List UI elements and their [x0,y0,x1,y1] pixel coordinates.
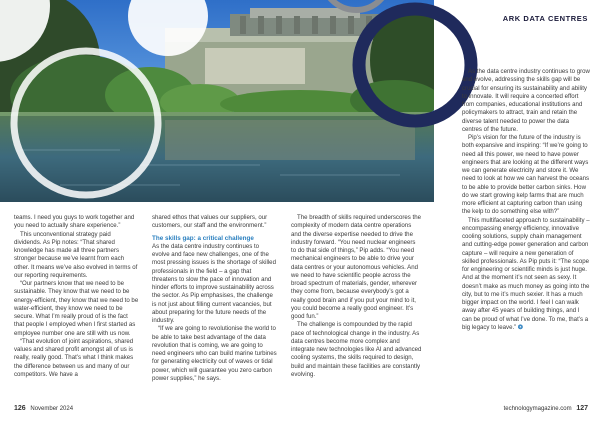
paragraph: This unconventional strategy paid dividends. As Pip notes: “That shared knowledge has made all three partners stronger because we’ve learnt from each other. It means we’ve also evolved in terms of our reporting requirements. [14,230,138,279]
article-column-4 [462,68,590,332]
paragraph-text: This multifaceted approach to sustainability – encompassing energy efficiency, innovative cooling solutions, supply chain management and cutting-edge power generation and carbon capture – will require a new generation of skilled professionals. As Pip puts it: “The scope for engineering or scientific minds is just huge. And at the moment it’s not seen as sexy. It doesn’t make as much money as going into the city, but to me it’s much sexier. It has a much bigger impact on the world. I feel I can walk away after 45 years of building things, and I can be proud of what I’ve done. To me, that’s a big legacy to leave.” [462,216,590,331]
paragraph: “That evolution of joint aspirations, shared values and shared profit amongst all of us is really, really good. That’s what I think makes the difference between us and many of our competitors. We have a [14,337,134,378]
article-column-1 [14,214,139,379]
paragraph: “If we are going to revolutionise the world to be able to take best advantage of the data revolution that is coming, we are going to need engineers who can build marine turbines for generating electricity out of waves or tidal power, which will guarantee you zero carbon power supplies,” he says. [152,325,277,382]
page-number-right: 127 [576,405,588,412]
footer-left [14,405,73,412]
paragraph: The breadth of skills required underscores the complexity of modern data centre operations and the diverse expertise needed to drive the industry forward. “You need nuclear engineers to do that side of things,” Pip adds. “You need mechanical engineers to be able to drive your data centres or your autonomous vehicles. And we need to have scientific people across the broad spectrum of materials, gender, wherever they come from, because everybody’s got a really good brain and if you put your mind to it, you could become a really good engineer. It’s good fun.” [291,214,421,320]
paragraph: The challenge is compounded by the rapid pace of technological change in the industry. As data centres become more complex and integrate new technologies like AI and advanced cooling systems, the skills required to design, build and maintain these facilities are constantly evolving. [291,321,422,378]
paragraph: As the data centre industry continues to grow and evolve, addressing the skills gap will be crucial for ensuring its sustainability and ability to innovate. It will require a concerted effort from companies, educational institutions and policymakers to attract, train and retain the diverse talent needed to power the data centres of the future. [462,68,590,133]
paragraph: “Our partners know that we need to be sustainable. They know that we need to be energy-efficient, they know that we need to be water-efficient, they know we need to be secure. What I’m really proud of is the fact that people I employed when I first started as employee number one are still with us now. [14,280,139,337]
issue-date: November 2024 [30,406,74,412]
article-column-3 [291,214,422,379]
section-tag: ARK DATA CENTRES [502,14,588,23]
footer-right [504,405,588,412]
paragraph: As the data centre industry continues to evolve and face new challenges, one of the most pressing issues is the shortage of skilled professionals in the field – a gap that threatens to slow the pace of innovation and hinder efforts to improve sustainability across the sector. As Pip emphasises, the challenge is not just about filling current vacancies, but about preparing for the future needs of the industry. [152,242,276,324]
data-centre-illustration [0,0,434,202]
paragraph: Pip’s vision for the future of the industry is both expansive and inspiring: “If we’re going to need all this power, we need to have power engineers that are looking at the different ways we can generate electricity and store it. We need to look at how we can harvest the oceans to be able to provide better carbon sinks. How do we start growing kelp farms that are much more efficient at capturing carbon than using the kelp to do something else with?” [462,134,590,216]
paragraph: teams. I need you guys to work together and you need to actually share experience.” [14,214,135,230]
hero-photo [0,0,434,202]
end-mark-icon: ❂ [517,323,524,331]
paragraph: shared ethos that values our suppliers, our customers, our staff and the environment.” [152,214,268,230]
page-number-left: 126 [14,405,26,412]
site-url: technologymagazine.com [503,406,572,412]
subheading: The skills gap: a critical challenge [152,234,254,242]
article-column-2 [152,214,277,383]
paragraph [462,217,590,333]
